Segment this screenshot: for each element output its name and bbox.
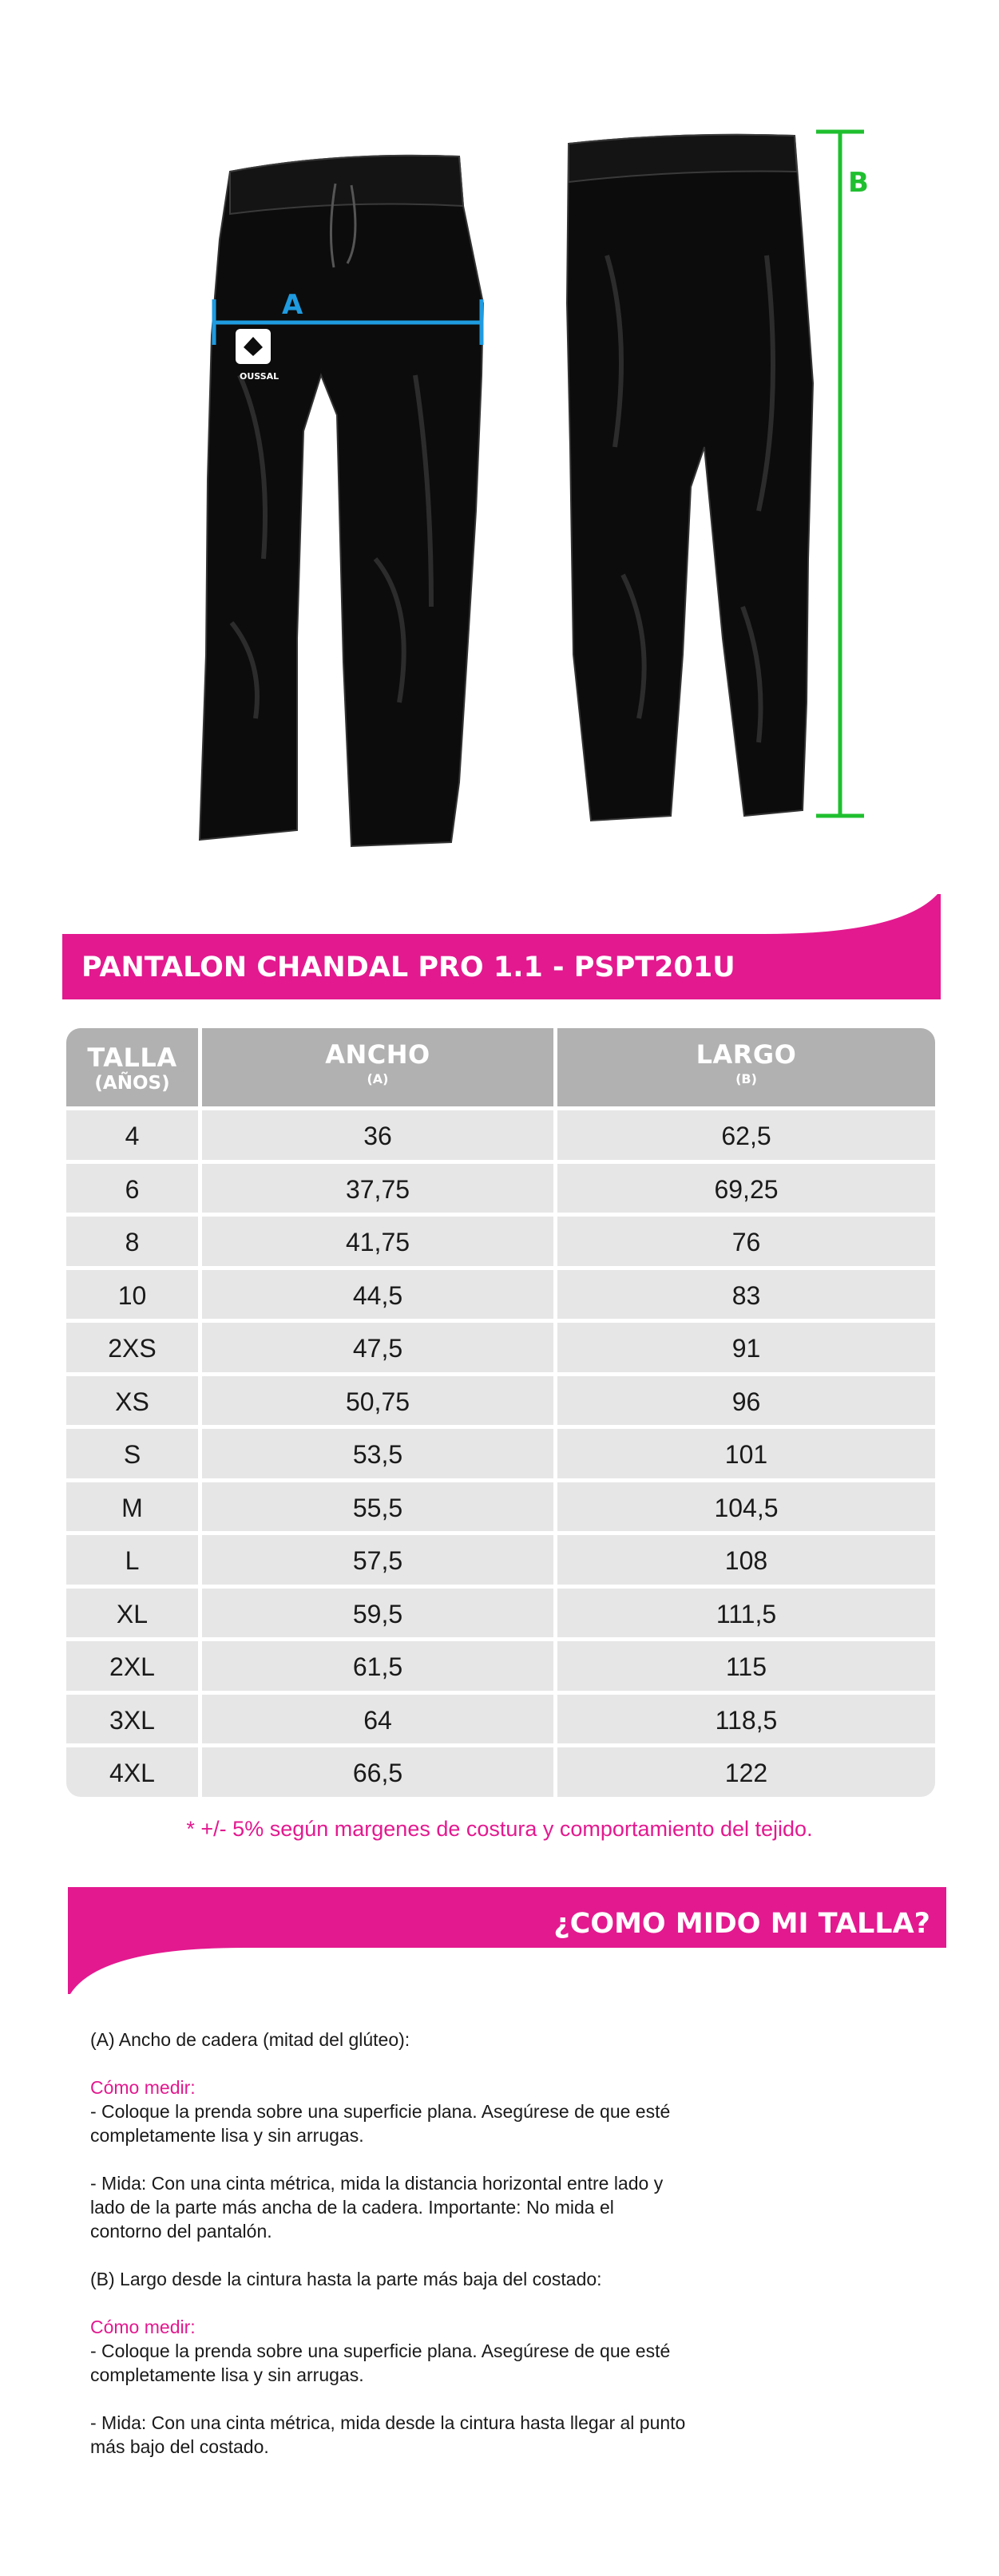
cell-size: 4XL [109, 1759, 155, 1787]
table-row [66, 1425, 935, 1478]
cell-width: 37,75 [345, 1174, 410, 1204]
how-to-measure-banner [68, 1887, 946, 1999]
table-row [66, 1372, 935, 1426]
cell-width: 47,5 [352, 1334, 403, 1363]
measure-b-label: B [848, 167, 869, 199]
front-view-trousers [200, 156, 483, 846]
table-row [66, 1585, 935, 1638]
cell-size: 10 [117, 1280, 147, 1310]
tolerance-note: * +/- 5% según margenes de costura y comportamiento del tejido. [186, 1817, 813, 1841]
header-size-label: TALLA [87, 1043, 177, 1073]
cell-width: 50,75 [345, 1387, 410, 1416]
cell-width: 57,5 [352, 1546, 403, 1575]
table-row [66, 1743, 935, 1797]
cell-length: 91 [731, 1334, 761, 1363]
cell-width: 59,5 [352, 1599, 403, 1628]
section-a-step-2: - Mida: Con una cinta métrica, mida la distancia horizontal entre lado y lado de la parte más ancha de la cadera. Importante: No mida el contorno del pantalón. [90, 2173, 664, 2242]
how-to-measure-heading: ¿COMO MIDO MI TALLA? [553, 1908, 930, 1940]
cell-width: 44,5 [352, 1280, 403, 1310]
trousers-illustration [0, 0, 999, 862]
header-length-label: LARGO [696, 1039, 797, 1070]
header-width-label: ANCHO [325, 1039, 430, 1070]
cell-length: 118,5 [715, 1705, 778, 1735]
measure-b-line [816, 132, 869, 816]
section-a-how-label: Cómo medir: [90, 2077, 196, 2098]
table-row [66, 1691, 935, 1744]
section-b-step-1: - Coloque la prenda sobre una superficie plana. Asegúrese de que esté completamente lisa y sin arrugas. [90, 2341, 671, 2385]
cell-length: 108 [724, 1546, 768, 1575]
table-row [66, 1637, 935, 1691]
cell-size: 8 [125, 1228, 140, 1256]
table-row [66, 1266, 935, 1320]
cell-width: 66,5 [352, 1759, 403, 1787]
cell-width: 41,75 [345, 1228, 410, 1256]
section-b-step-2: - Mida: Con una cinta métrica, mida desde la cintura hasta llegar al punto más bajo del costado. [90, 2412, 686, 2457]
section-b-title: (B) Largo desde la cintura hasta la parte más baja del costado: [90, 2269, 602, 2289]
table-row [66, 1319, 935, 1372]
table-row [66, 1106, 935, 1160]
product-title: PANTALON CHANDAL PRO 1.1 - PSPT201U [81, 952, 735, 983]
header-length [557, 1028, 935, 1106]
cell-length: 104,5 [714, 1493, 779, 1522]
cell-length: 62,5 [721, 1122, 771, 1150]
cell-width: 36 [363, 1122, 392, 1150]
cell-size: M [121, 1493, 143, 1522]
table-row-empty [66, 1797, 935, 1798]
cell-size: 2XL [109, 1652, 155, 1681]
section-b-how-label: Cómo medir: [90, 2317, 196, 2337]
table-row [66, 1478, 935, 1532]
cell-width: 64 [363, 1705, 392, 1735]
table-row [66, 1531, 935, 1585]
section-a-step-1: - Coloque la prenda sobre una superficie plana. Asegúrese de que esté completamente lisa y sin arrugas. [90, 2101, 671, 2146]
cell-size: 6 [125, 1174, 140, 1204]
cell-length: 101 [724, 1440, 768, 1469]
cell-length: 69,25 [714, 1174, 779, 1204]
cell-width: 55,5 [352, 1493, 403, 1522]
cell-width: 61,5 [352, 1652, 403, 1681]
header-size-sublabel: (AÑOS) [94, 1073, 170, 1094]
cell-size: 4 [125, 1122, 140, 1150]
header-length-sublabel: (B) [735, 1071, 757, 1086]
cell-size: XL [116, 1599, 149, 1628]
cell-length: 111,5 [716, 1599, 777, 1628]
section-a-title: (A) Ancho de cadera (mitad del glúteo): [90, 2029, 410, 2050]
measuring-instructions [90, 2004, 729, 2459]
product-title-banner [62, 878, 941, 1009]
cell-length: 122 [724, 1759, 768, 1787]
header-size [66, 1028, 198, 1106]
cell-length: 96 [731, 1387, 761, 1416]
size-table [66, 1028, 935, 1797]
back-view-trousers [567, 135, 813, 821]
brand-mark: OUSSAL [240, 371, 279, 382]
table-body [66, 1106, 935, 1797]
measure-a-label: A [282, 289, 303, 321]
cell-length: 76 [731, 1228, 761, 1256]
cell-size: S [123, 1440, 141, 1469]
table-row [66, 1213, 935, 1266]
header-width-sublabel: (A) [367, 1071, 389, 1086]
cell-width: 53,5 [352, 1440, 403, 1469]
cell-size: XS [115, 1387, 149, 1416]
header-width [202, 1028, 553, 1106]
cell-size: L [125, 1546, 140, 1575]
cell-length: 83 [731, 1280, 761, 1310]
cell-size: 2XS [108, 1334, 157, 1363]
table-row [66, 1160, 935, 1213]
cell-size: 3XL [109, 1705, 155, 1735]
cell-length: 115 [725, 1652, 767, 1681]
